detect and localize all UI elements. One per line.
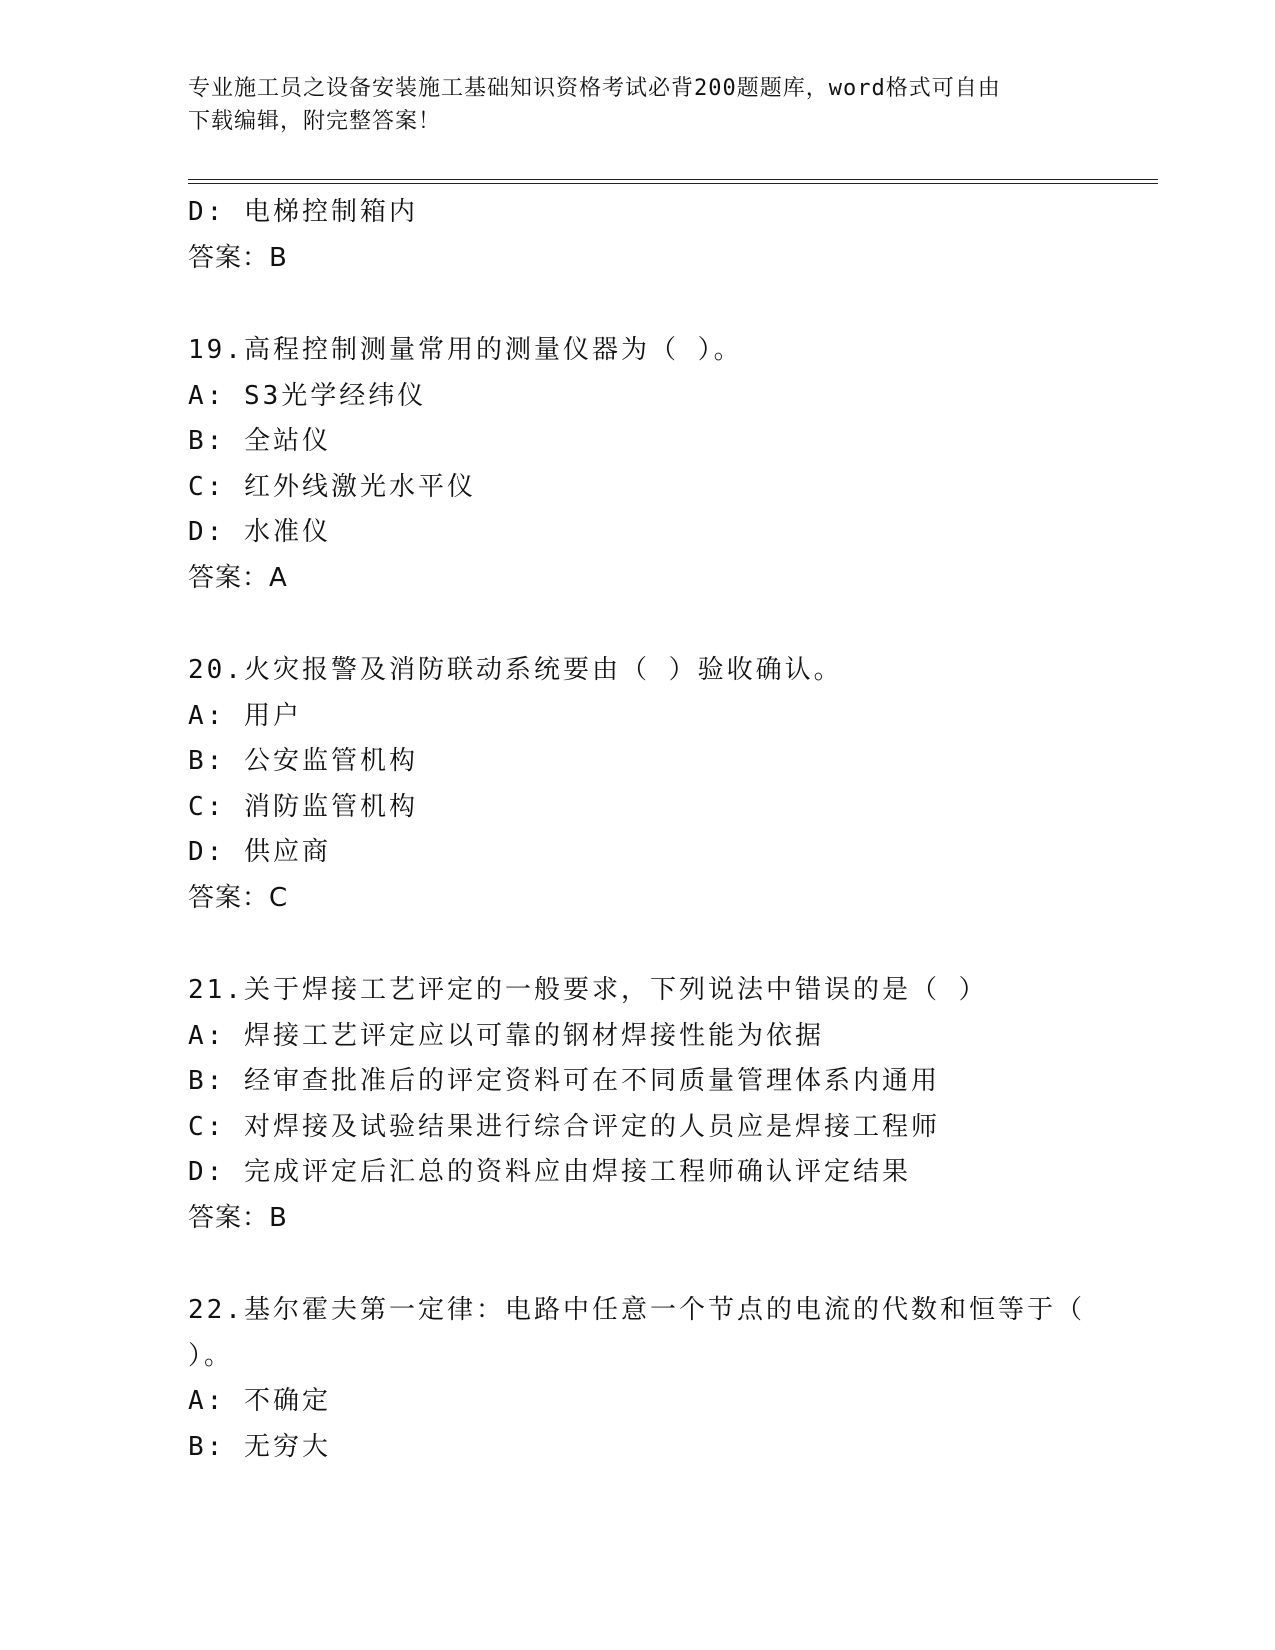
q20-option-d: D: 供应商 — [188, 837, 331, 867]
q20-option-c: C: 消防监管机构 — [188, 791, 418, 822]
q20-answer: 答案：C — [188, 882, 289, 913]
q21-option-d: D: 完成评定后汇总的资料应由焊接工程师确认评定结果 — [188, 1157, 911, 1187]
question-list — [188, 190, 1148, 1470]
header-title-line-2: 下载编辑，附完整答案！ — [188, 109, 442, 134]
q20-question: 20.火灾报警及消防联动系统要由（ ）验收确认。 — [188, 655, 843, 685]
spacer — [188, 1241, 1148, 1288]
q18-option-d: D: 电梯控制箱内 — [188, 197, 418, 227]
spacer — [188, 601, 1148, 648]
q20-option-a: A: 用户 — [188, 700, 302, 731]
q20-option-b: B: 公安监管机构 — [188, 746, 418, 776]
q19-option-d: D: 水准仪 — [188, 517, 331, 547]
q19-option-a: A: S3光学经纬仪 — [188, 380, 427, 411]
q21-answer: 答案：B — [188, 1202, 288, 1233]
q22-question-line-2: ）。 — [188, 1340, 234, 1371]
q19-option-b: B: 全站仪 — [188, 426, 331, 456]
header-divider-top — [188, 179, 1158, 180]
spacer — [188, 921, 1148, 968]
q21-option-b: B: 经审查批准后的评定资料可在不同质量管理体系内通用 — [188, 1066, 940, 1096]
q22-question-line-1: 22.基尔霍夫第一定律：电路中任意一个节点的电流的代数和恒等于（ — [188, 1295, 1085, 1325]
spacer — [188, 281, 1148, 328]
q21-question: 21.关于焊接工艺评定的一般要求，下列说法中错误的是（ ） — [188, 975, 988, 1005]
q22-option-a: A: 不确定 — [188, 1386, 331, 1416]
q18-answer: 答案：B — [188, 242, 288, 273]
q19-option-c: C: 红外线激光水平仪 — [188, 471, 476, 502]
header-title-line-1: 专业施工员之设备安装施工基础知识资格考试必背200题题库，word格式可自由 — [188, 76, 1001, 101]
q19-answer: 答案：A — [188, 562, 288, 593]
header-divider-bottom — [188, 183, 1158, 184]
q19-question: 19.高程控制测量常用的测量仪器为（ ）。 — [188, 335, 743, 365]
q21-option-a: A: 焊接工艺评定应以可靠的钢材焊接性能为依据 — [188, 1020, 824, 1051]
q22-option-b: B: 无穷大 — [188, 1431, 331, 1462]
document-header — [188, 72, 1088, 138]
q21-option-c: C: 对焊接及试验结果进行综合评定的人员应是焊接工程师 — [188, 1111, 940, 1142]
